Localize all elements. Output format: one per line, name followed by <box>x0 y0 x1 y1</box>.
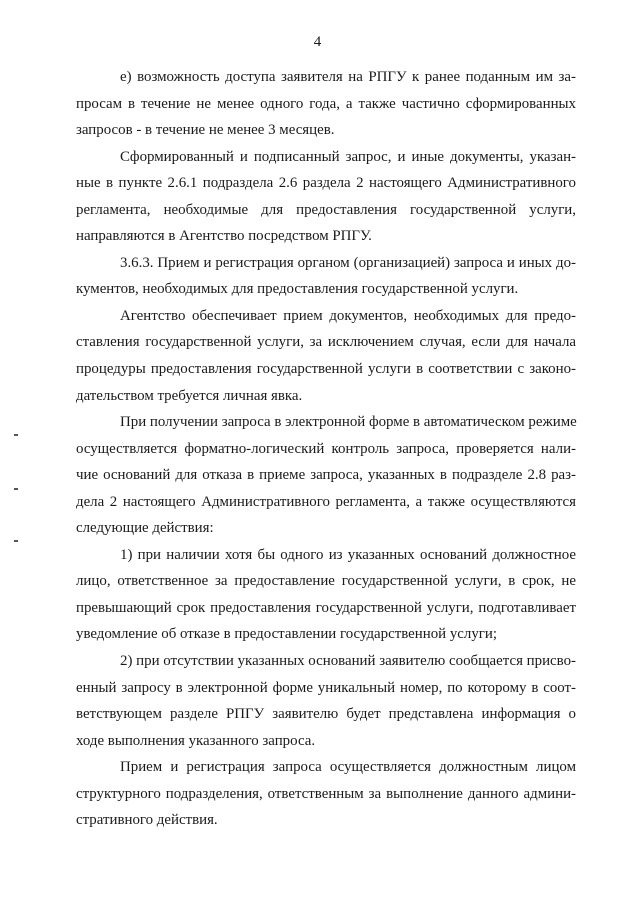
text-line: лицо, ответственное за предоставление государственной услуги, в срок, не <box>76 573 576 590</box>
text-line: 1) при наличии хотя бы одного из указанных оснований должностное <box>120 546 576 563</box>
text-line: Сформированный и подписанный запрос, и иные документы, указан- <box>120 148 576 165</box>
scan-speck <box>14 540 18 542</box>
text-line: регламента, необходимые для предоставления государственной услуги, <box>76 201 576 218</box>
text-line: дела 2 настоящего Административного регламента, а также осуществляются <box>76 493 576 510</box>
text-line: ветствующем разделе РПГУ заявителю будет представлена информация о <box>76 706 576 723</box>
paragraph-electronic-control <box>76 409 576 542</box>
document-body <box>76 64 576 834</box>
text-line: следующие действия: <box>76 520 214 537</box>
text-line: просам в течение не менее одного года, а также частично сформированных <box>76 95 576 112</box>
text-line: стративного действия. <box>76 812 218 829</box>
text-line: 2) при отсутствии указанных оснований заявителю сообщается присво- <box>120 653 576 670</box>
text-line: превышающий срок предоставления государственной услуги, подготавливает <box>76 599 576 616</box>
text-line: дательством требуется личная явка. <box>76 387 303 404</box>
text-line: ные в пункте 2.6.1 подраздела 2.6 раздела 2 настоящего Административного <box>76 175 576 192</box>
text-line: чие оснований для отказа в приеме запроса, указанных в подразделе 2.8 раз- <box>76 467 576 484</box>
text-line: е) возможность доступа заявителя на РПГУ к ранее поданным им за- <box>120 69 576 85</box>
list-item-unique-number <box>76 648 576 754</box>
text-line: процедуры предоставления государственной услуги в соответствии с законо- <box>76 361 576 378</box>
text-line: Агентство обеспечивает прием документов, необходимых для предо- <box>120 307 576 324</box>
text-line: направляются в Агентство посредством РПГУ. <box>76 228 372 245</box>
text-line: ставления государственной услуги, за исключением случая, если для начала <box>76 334 576 351</box>
text-line: кументов, необходимых для предоставления государственной услуги. <box>76 281 519 298</box>
list-item-refusal <box>76 542 576 648</box>
text-line: При получении запроса в электронной форме в автоматическом режиме <box>120 414 577 431</box>
text-line: уведомление об отказе в предоставлении государственной услуги; <box>76 626 497 643</box>
text-line: Прием и регистрация запроса осуществляется должностным лицом <box>120 759 576 776</box>
page-number: 4 <box>313 34 322 50</box>
paragraph-agency-acceptance <box>76 303 576 409</box>
scan-speck <box>14 434 18 436</box>
text-line: структурного подразделения, ответственным за выполнение данного админи- <box>76 785 576 802</box>
text-line: ходе выполнения указанного запроса. <box>76 732 316 749</box>
text-line: енный запросу в электронной форме уникальный номер, по которому в соот- <box>76 679 576 696</box>
paragraph-access-period <box>76 64 576 144</box>
scan-speck <box>14 488 18 490</box>
text-line: осуществляется форматно-логический контроль запроса, проверяется нали- <box>76 440 576 457</box>
paragraph-section-3-6-3 <box>76 250 576 303</box>
text-line: запросов - в течение не менее 3 месяцев. <box>76 122 335 139</box>
paragraph-registration-officer <box>76 754 576 834</box>
text-line: 3.6.3. Прием и регистрация органом (организацией) запроса и иных до- <box>120 254 576 271</box>
paragraph-request-submission <box>76 144 576 250</box>
